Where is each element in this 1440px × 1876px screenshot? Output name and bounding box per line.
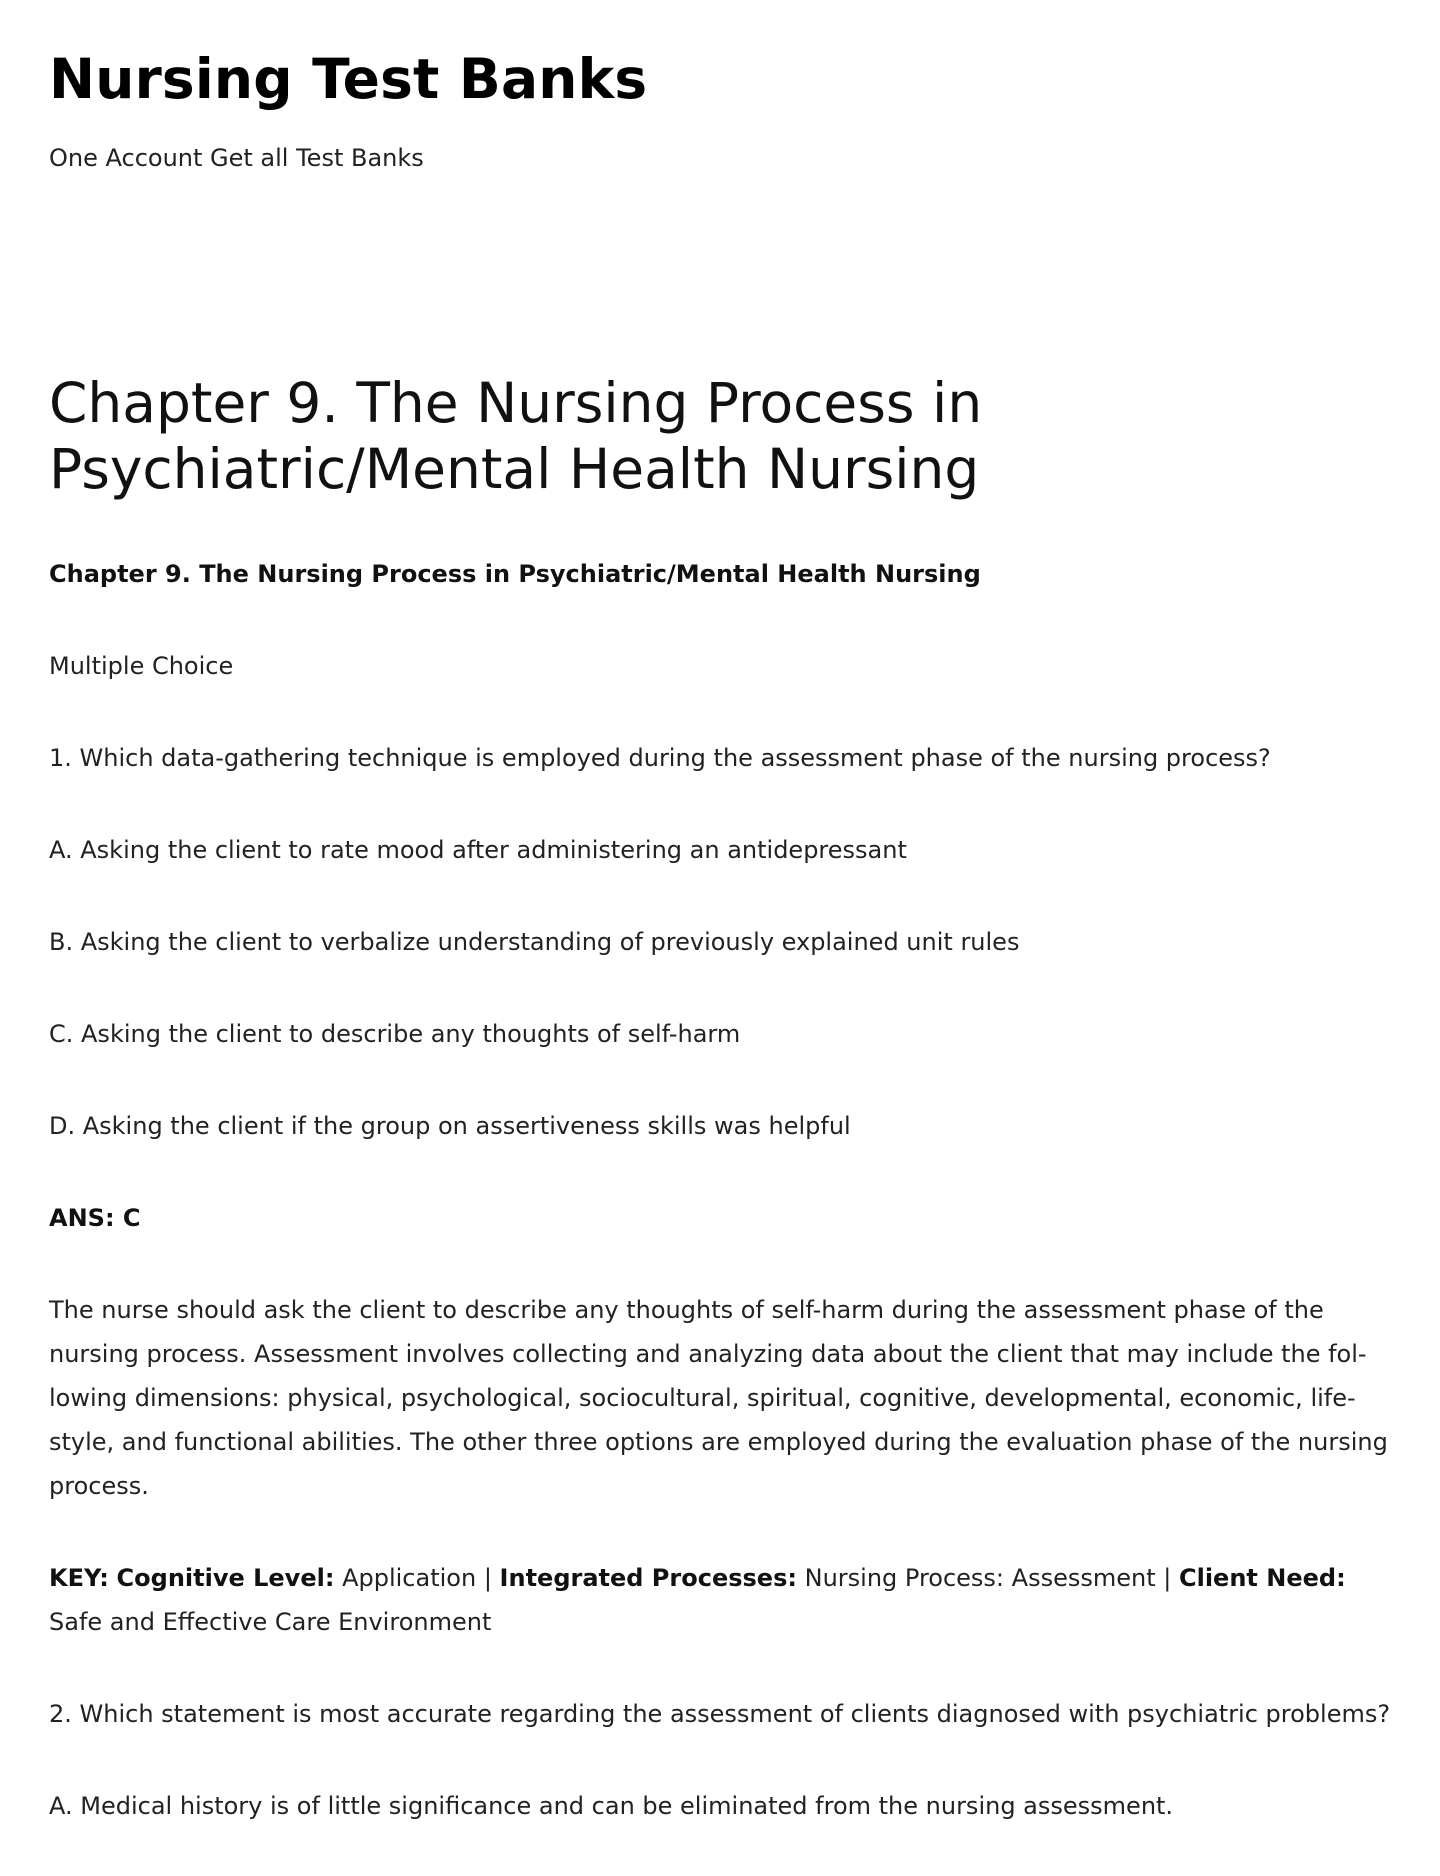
question-1-stem: 1. Which data-gathering technique is employed during the assessment phase of the nursing process? — [49, 744, 1271, 772]
key-label: KEY: — [49, 1564, 109, 1592]
question-1-option-d: D. Asking the client if the group on assertiveness skills was helpful — [49, 1112, 851, 1140]
chapter-title: Chapter 9. The Nursing Process in Psychiatric/Mental Health Nursing — [49, 371, 983, 501]
question-2-stem: 2. Which statement is most accurate regarding the assessment of clients diagnosed with psychiatric problems? — [49, 1700, 1391, 1728]
key-separator: | — [483, 1564, 492, 1592]
key-separator: | — [1163, 1564, 1172, 1592]
chapter-content — [49, 552, 1404, 1876]
question-1-option-b: B. Asking the client to verbalize understanding of previously explained unit rules — [49, 928, 1020, 956]
question-1-key — [49, 1556, 1404, 1644]
integrated-processes-value: Nursing Process: Assessment — [804, 1564, 1156, 1592]
question-1-option-c: C. Asking the client to describe any thoughts of self-harm — [49, 1020, 741, 1048]
site-tagline: One Account Get all Test Banks — [49, 144, 424, 172]
section-label: Multiple Choice — [49, 652, 234, 680]
client-need-label: Client Need: — [1178, 1564, 1346, 1592]
question-1-answer: ANS: C — [49, 1204, 141, 1232]
question-1-rationale: The nurse should ask the client to describe any thoughts of self-harm during the assessment phase of the nursing process. Assessment involves collecting and analyzing data about the client that may include the following dimensions: physical, psychological, sociocultural, spiritual, cognitive, developmental, economic, lifestyle, and functional abilities. The other three options are employed during the evaluation phase of the nursing process. — [49, 1296, 1388, 1500]
site-title[interactable]: Nursing Test Banks — [49, 47, 648, 111]
question-1-option-a: A. Asking the client to rate mood after administering an antidepressant — [49, 836, 907, 864]
client-need-value: Safe and Effective Care Environment — [49, 1608, 492, 1636]
question-2-option-a: A. Medical history is of little significance and can be eliminated from the nursing assessment. — [49, 1792, 1174, 1820]
cognitive-level-value: Application — [342, 1564, 477, 1592]
integrated-processes-label: Integrated Processes: — [499, 1564, 797, 1592]
cognitive-level-label: Cognitive Level: — [116, 1564, 335, 1592]
chapter-subtitle: Chapter 9. The Nursing Process in Psychiatric/Mental Health Nursing — [49, 560, 981, 588]
